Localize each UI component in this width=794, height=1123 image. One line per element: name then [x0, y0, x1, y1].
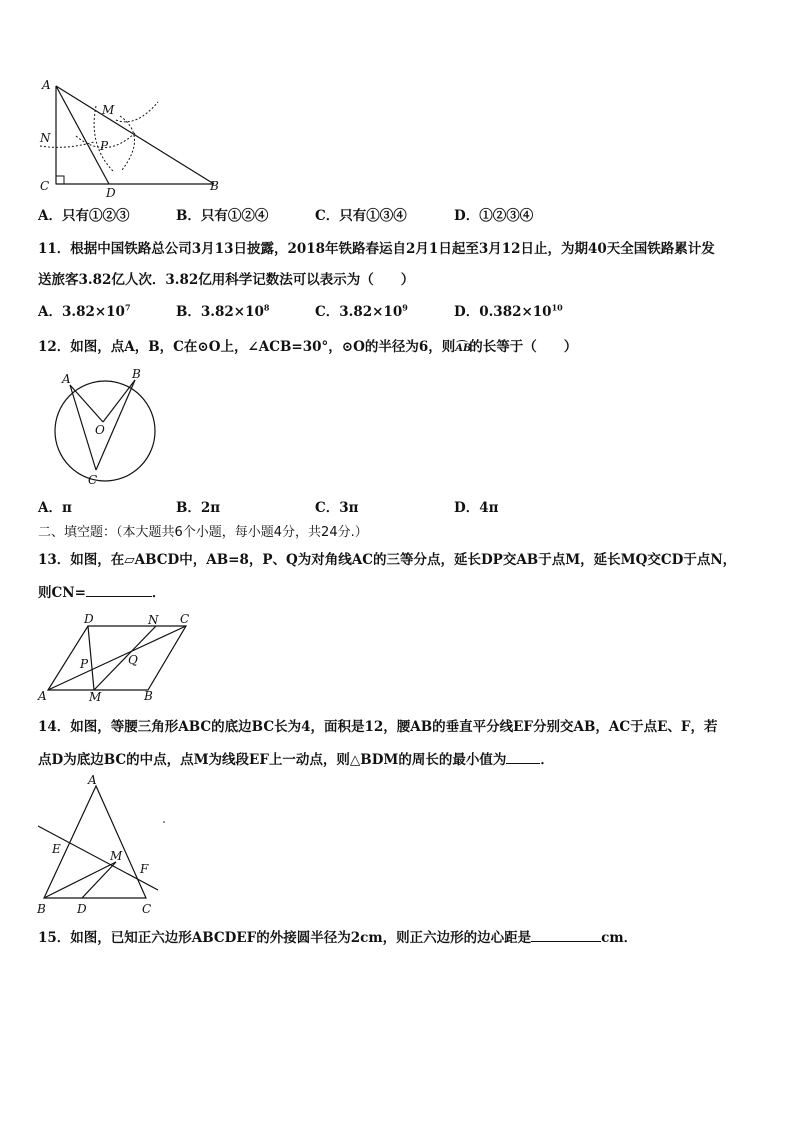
q12-option-b[interactable]: B．2π	[176, 500, 221, 516]
label-a: A	[42, 78, 51, 92]
q13-label-m: M	[89, 690, 102, 704]
q10-option-d[interactable]: D．①②③④	[454, 208, 534, 224]
q13-label-b: B	[144, 689, 153, 703]
q10-option-b[interactable]: B．只有①②④	[176, 208, 269, 224]
q13-label-p: P	[80, 657, 89, 671]
q14-figure	[34, 774, 174, 918]
q12-label-o: O	[95, 423, 105, 437]
q13-label-d: D	[84, 612, 94, 626]
q14-answer-blank[interactable]	[506, 749, 540, 764]
q13-text-line2: 则CN= ．	[38, 582, 165, 602]
q14-label-e: E	[52, 842, 61, 856]
q10-option-c[interactable]: C．只有①③④	[315, 208, 407, 224]
label-d: D	[106, 186, 116, 200]
q12-label-b: B	[132, 367, 141, 381]
label-c: C	[40, 179, 50, 193]
q12-text: 12．如图，点A，B，C在⊙O上，∠ACB=30°，⊙O的半径为6，则AB的长等于（ ）	[38, 338, 577, 358]
label-p: P	[100, 139, 109, 153]
q10-figure	[36, 76, 226, 200]
q11-text-line2: 送旅客3.82亿人次．3.82亿用科学记数法可以表示为（ ）	[38, 272, 415, 288]
q12-option-a[interactable]: A．π	[38, 500, 72, 516]
section-heading-fill-in: 二、填空题：（本大题共6个小题，每小题4分，共24分.）	[38, 525, 368, 540]
q10-option-a[interactable]: A．只有①②③	[38, 208, 130, 224]
label-n: N	[40, 131, 51, 145]
q14-label-d: D	[77, 902, 87, 916]
q13-figure	[36, 612, 196, 704]
q11-option-a[interactable]: A．$3.82\times 10^7$	[38, 302, 131, 320]
q11-text-line1: 11．根据中国铁路总公司3月13日披露，2018年铁路春运自2月1日起至3月12日止，为期40天全国铁路累计发	[38, 241, 715, 257]
q13-label-a: A	[38, 689, 47, 703]
q13-text-line1: 13．如图，在▱ABCD中，AB=8，P、Q为对角线AC的三等分点，延长DP交AB于点M，延长MQ交CD于点N，	[38, 552, 737, 568]
q14-text-line1: 14．如图，等腰三角形ABC的底边BC长为4，面积是12，腰AB的垂直平分线EF分别交AB，AC于点E、F，若	[38, 719, 718, 735]
arc-ab: AB	[455, 340, 469, 358]
q12-option-c[interactable]: C．3π	[315, 500, 359, 516]
q12-option-d[interactable]: D．4π	[454, 500, 499, 516]
q13-answer-blank[interactable]	[86, 582, 152, 597]
q15-text: 15．如图，已知正六边形ABCDEF的外接圆半径为2cm，则正六边形的边心距是 cm．	[38, 927, 637, 947]
label-m: M	[102, 103, 115, 117]
q11-option-d[interactable]: D．$0.382\times 10^{10}$	[454, 302, 563, 320]
q13-label-q: Q	[128, 653, 138, 667]
q14-label-c: C	[142, 902, 152, 916]
q14-text-line2: 点D为底边BC的中点，点M为线段EF上一动点，则△BDM的周长的最小值为 ．	[38, 749, 554, 769]
q14-label-m: M	[110, 849, 123, 863]
q14-label-a: A	[88, 774, 97, 787]
q13-label-n: N	[148, 613, 159, 627]
q12-figure	[50, 366, 162, 490]
q12-label-a: A	[62, 372, 71, 386]
label-b: B	[210, 179, 219, 193]
q14-label-f: F	[140, 862, 149, 876]
q15-answer-blank[interactable]	[531, 927, 601, 942]
q13-label-c: C	[180, 612, 190, 626]
q11-option-b[interactable]: B．$3.82\times 10^8$	[176, 302, 270, 320]
q12-label-c: C	[88, 473, 98, 487]
q11-option-c[interactable]: C．$3.82\times 10^9$	[315, 302, 408, 320]
q14-label-b: B	[37, 902, 46, 916]
